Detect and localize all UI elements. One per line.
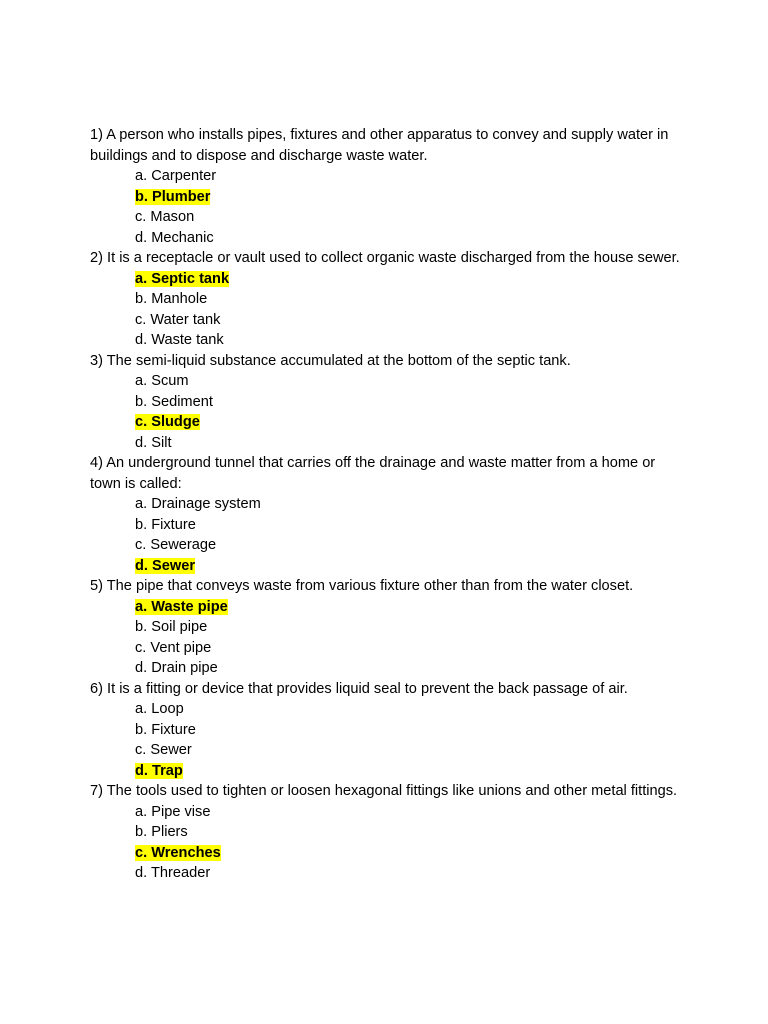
option-item: [135, 433, 690, 454]
option-item: [135, 289, 690, 310]
option-label: d. Silt: [135, 434, 172, 451]
question-block: [90, 679, 690, 782]
option-item-correct: [135, 269, 690, 290]
option-item: [135, 617, 690, 638]
option-list: [90, 699, 690, 781]
option-item: [135, 166, 690, 187]
option-item: [135, 720, 690, 741]
question-block: [90, 453, 690, 576]
option-label: b. Sediment: [135, 393, 213, 410]
question-text: 4) An underground tunnel that carries off the drainage and waste matter from a home or town is called:: [90, 455, 656, 492]
option-item-correct: [135, 761, 690, 782]
option-item: [135, 822, 690, 843]
option-label: d. Sewer: [135, 557, 196, 574]
option-label: a. Waste pipe: [135, 598, 228, 615]
option-item: [135, 494, 690, 515]
option-label: c. Sewer: [135, 742, 192, 758]
option-label: b. Manhole: [135, 291, 208, 307]
option-label: b. Fixture: [135, 516, 196, 533]
option-item-correct: [135, 412, 690, 433]
option-item: [135, 638, 690, 659]
option-item: [135, 330, 690, 351]
question-text: 2) It is a receptacle or vault used to collect organic waste discharged from the house sewer.: [90, 250, 680, 266]
option-label: d. Trap: [135, 762, 183, 779]
question-block: [90, 576, 690, 679]
question-text: 1) A person who installs pipes, fixtures and other apparatus to convey and supply water in buildings and to dispose and discharge waste water.: [90, 127, 669, 164]
option-label: d. Mechanic: [135, 229, 214, 246]
option-label: a. Carpenter: [135, 168, 217, 184]
option-item: [135, 863, 690, 884]
option-label: d. Waste tank: [135, 332, 224, 348]
option-item: [135, 207, 690, 228]
option-item-correct: [135, 556, 690, 577]
question-text: 3) The semi-liquid substance accumulated at the bottom of the septic tank.: [90, 352, 571, 369]
option-list: [90, 269, 690, 351]
question-block: [90, 351, 690, 454]
option-item: [135, 371, 690, 392]
option-item-correct: [135, 187, 690, 208]
option-item: [135, 802, 690, 823]
option-label: b. Pliers: [135, 824, 188, 840]
document-page: [90, 125, 690, 884]
question-block: [90, 248, 690, 351]
option-label: c. Sludge: [135, 414, 200, 430]
question-text: 7) The tools used to tighten or loosen hexagonal fittings like unions and other metal fittings.: [90, 783, 678, 799]
question-text: 5) The pipe that conveys waste from various fixture other than from the water closet.: [90, 578, 634, 594]
option-item: [135, 228, 690, 249]
option-item: [135, 392, 690, 413]
option-list: [90, 802, 690, 884]
option-label: c. Mason: [135, 209, 195, 225]
question-block: [90, 781, 690, 884]
option-label: a. Loop: [135, 701, 184, 717]
option-label: c. Sewerage: [135, 537, 217, 553]
option-item-correct: [135, 843, 690, 864]
option-label: c. Vent pipe: [135, 639, 212, 656]
option-label: a. Pipe vise: [135, 803, 211, 820]
option-item: [135, 310, 690, 331]
option-item: [135, 535, 690, 556]
option-label: b. Fixture: [135, 721, 196, 738]
option-label: b. Plumber: [135, 188, 211, 205]
option-label: a. Scum: [135, 373, 189, 389]
option-label: a. Septic tank: [135, 270, 230, 287]
question-text: 6) It is a fitting or device that provides liquid seal to prevent the back passage of air.: [90, 680, 628, 697]
option-list: [90, 494, 690, 576]
option-label: d. Drain pipe: [135, 660, 218, 676]
option-item: [135, 740, 690, 761]
option-item: [135, 658, 690, 679]
option-list: [90, 371, 690, 453]
option-list: [90, 166, 690, 248]
option-label: c. Water tank: [135, 311, 221, 328]
question-block: [90, 125, 690, 248]
option-item-correct: [135, 597, 690, 618]
option-item: [135, 515, 690, 536]
option-item: [135, 699, 690, 720]
option-list: [90, 597, 690, 679]
option-label: c. Wrenches: [135, 844, 221, 861]
option-label: a. Drainage system: [135, 496, 261, 512]
option-label: d. Threader: [135, 865, 211, 881]
option-label: b. Soil pipe: [135, 619, 208, 635]
